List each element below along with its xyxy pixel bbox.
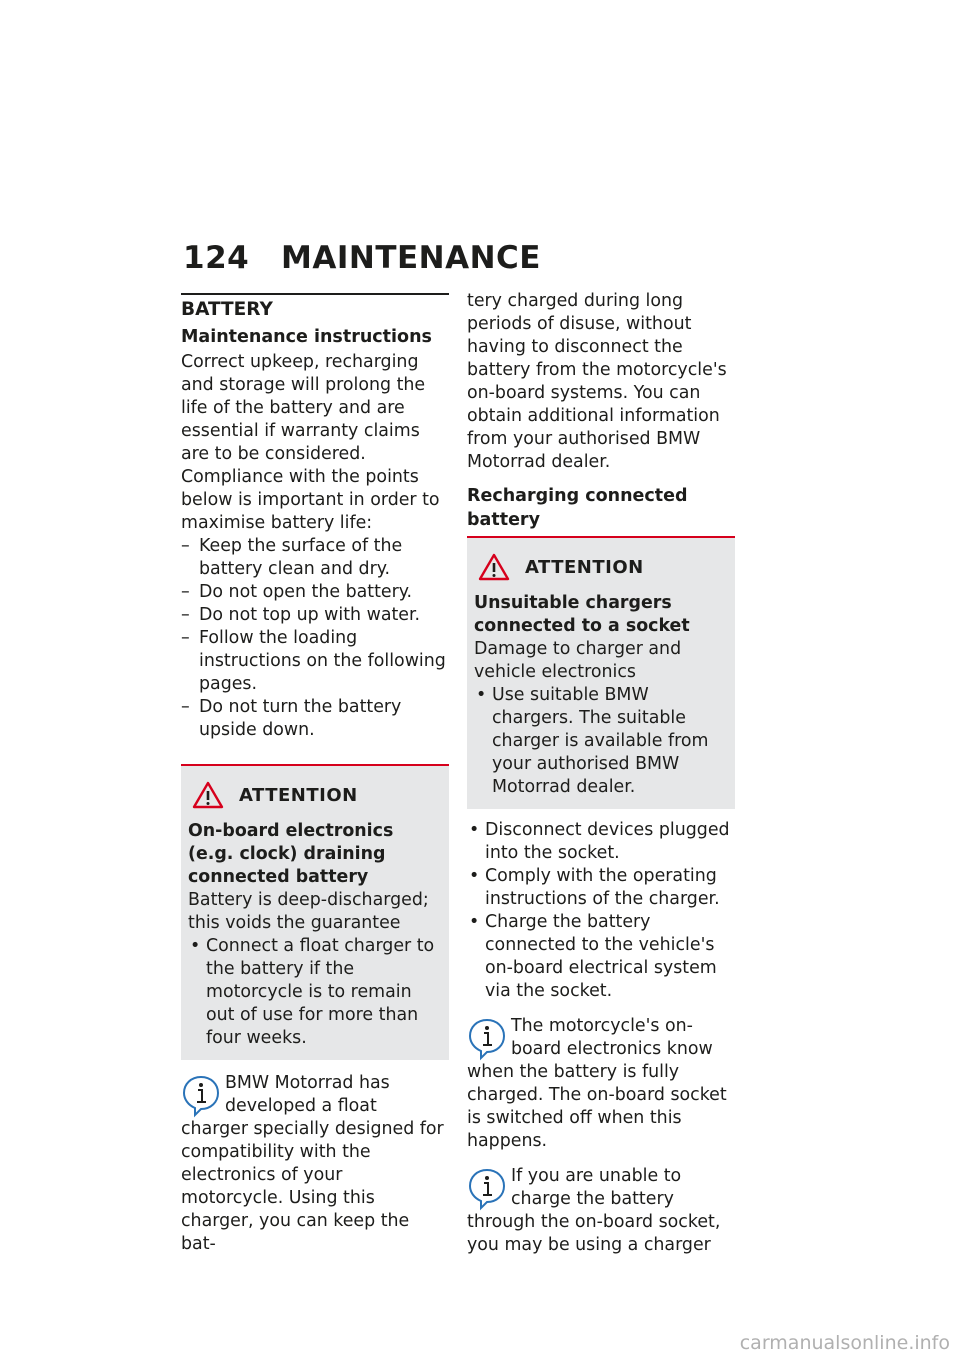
info-icon (181, 1074, 221, 1118)
page-header (183, 240, 541, 276)
watermark: carmanualsonline.info (739, 1332, 950, 1354)
intro-text: Correct upkeep, recharging and storage will prolong the life of the battery and are essential if warranty claims are to be considered. (181, 352, 426, 464)
list-item: • Connect a float charger to the battery if the motorcycle is to remain out of use for more than four weeks. (188, 935, 442, 1050)
maintenance-subheading: Maintenance instructions (181, 327, 432, 347)
compliance-text: Compliance with the points below is important in order to maximise battery life: (181, 467, 440, 533)
list-item: – Follow the loading instructions on the following pages. (181, 627, 449, 696)
attention-effect: Damage to charger and vehicle electronics (474, 639, 682, 682)
recharging-subheading: Recharging connected battery (467, 486, 688, 530)
recharging-steps (467, 819, 735, 1003)
list-item: – Do not open the battery. (181, 581, 449, 604)
attention-measures (474, 684, 728, 799)
info-note (467, 1015, 735, 1153)
right-column (467, 290, 735, 1257)
info-icon (467, 1167, 507, 1211)
info-note (181, 1072, 449, 1256)
attention-title: ATTENTION (474, 552, 728, 582)
warning-triangle-icon (191, 780, 225, 810)
left-column (181, 293, 449, 1256)
list-item: • Comply with the operating instructions of the charger. (467, 865, 735, 911)
section-title: MAINTENANCE (281, 240, 541, 276)
list-item: • Disconnect devices plugged into the socket. (467, 819, 735, 865)
attention-measures (188, 935, 442, 1050)
page-number: 124 (183, 240, 250, 276)
info-icon (467, 1017, 507, 1061)
warning-triangle-icon (477, 552, 511, 582)
info-text: BMW Motorrad has developed a float charger specially designed for compatibility with the electronics of your motorcycle. Using this charger, you can keep the bat- (181, 1073, 444, 1254)
attention-box (181, 764, 449, 1060)
maintenance-points (181, 535, 449, 742)
attention-box (467, 536, 735, 809)
attention-effect: Battery is deep-discharged; this voids the guarantee (188, 890, 429, 933)
info-note (467, 1165, 735, 1257)
info-text: If you are unable to charge the battery through the on-board socket, you may be using a charger (467, 1166, 721, 1255)
info-text: The motorcycle's on-board electronics know when the battery is fully charged. The on-board socket is switched off when this happens. (467, 1016, 727, 1151)
list-item: • Use suitable BMW chargers. The suitable charger is available from your authorised BMW Motorrad dealer. (474, 684, 728, 799)
attention-title: ATTENTION (188, 780, 442, 810)
attention-cause: On-board electronics (e.g. clock) draining connected battery (188, 821, 394, 887)
attention-cause: Unsuitable chargers connected to a socket (474, 593, 690, 636)
list-item: – Keep the surface of the battery clean and dry. (181, 535, 449, 581)
list-item: – Do not top up with water. (181, 604, 449, 627)
battery-heading: BATTERY (181, 293, 449, 322)
info-continued: tery charged during long periods of disuse, without having to disconnect the battery from the motorcycle's on-board systems. You can obtain additional information from your authorised BMW Motorrad dealer. (467, 291, 727, 472)
list-item: • Charge the battery connected to the vehicle's on-board electrical system via the socket. (467, 911, 735, 1003)
list-item: – Do not turn the battery upside down. (181, 696, 449, 742)
